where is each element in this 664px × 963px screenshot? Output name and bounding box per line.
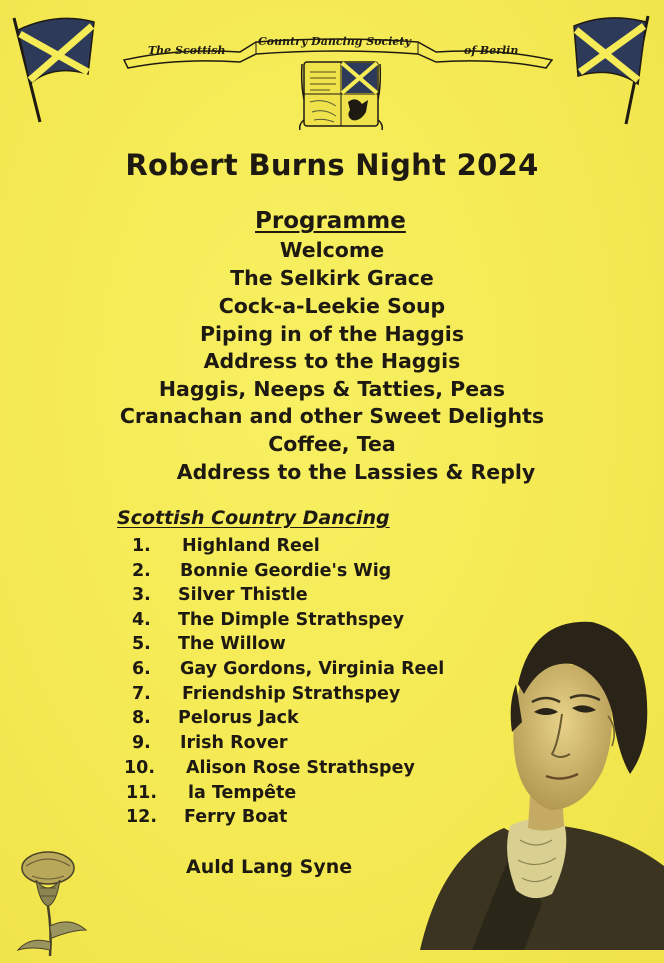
dancing-heading: Scottish Country Dancing — [117, 507, 390, 529]
dance-number: 8. — [132, 708, 151, 728]
dance-name: Highland Reel — [182, 536, 320, 556]
programme-item: Haggis, Neeps & Tatties, Peas — [158, 377, 506, 401]
programme-item: Address to the Lassies & Reply — [176, 460, 536, 484]
dance-number: 2. — [132, 561, 151, 581]
banner-left-text: The Scottish — [148, 44, 226, 57]
programme-item: Cranachan and other Sweet Delights — [119, 404, 545, 428]
dance-name: la Tempête — [188, 783, 297, 803]
programme-item: The Selkirk Grace — [230, 266, 434, 290]
programme-item: Welcome — [279, 238, 385, 262]
dance-name: Ferry Boat — [184, 807, 288, 827]
dance-number: 4. — [132, 610, 151, 630]
dance-name: Bonnie Geordie's Wig — [180, 561, 392, 581]
dance-name: Irish Rover — [180, 733, 288, 753]
dance-number: 7. — [132, 684, 151, 704]
dance-number: 6. — [132, 659, 151, 679]
dance-number: 5. — [132, 634, 151, 654]
dance-name: Pelorus Jack — [178, 708, 299, 728]
programme-item: Cock-a-Leekie Soup — [218, 294, 446, 318]
programme-item: Address to the Haggis — [203, 349, 461, 373]
closing-song: Auld Lang Syne — [186, 856, 353, 878]
saltire-flag-left-icon — [6, 8, 102, 124]
dance-number: 11. — [126, 783, 158, 803]
robert-burns-portrait-icon — [412, 604, 664, 950]
saltire-flag-right-icon — [568, 12, 660, 128]
dance-name: The Dimple Strathspey — [178, 610, 405, 630]
dance-number: 3. — [132, 585, 151, 605]
banner-middle-text: Country Dancing Society — [258, 35, 411, 48]
dance-name: Silver Thistle — [178, 585, 308, 605]
dance-name: Gay Gordons, Virginia Reel — [180, 659, 445, 679]
dance-name: Alison Rose Strathspey — [186, 758, 415, 778]
dance-number: 9. — [132, 733, 151, 753]
event-title: Robert Burns Night 2024 — [125, 148, 539, 182]
banner-right-text: of Berlin — [464, 44, 519, 57]
dance-number: 10. — [124, 758, 156, 778]
programme-item: Piping in of the Haggis — [199, 322, 465, 346]
thistle-icon — [10, 846, 102, 958]
dance-number: 1. — [132, 536, 151, 556]
dance-number: 12. — [126, 807, 158, 827]
dance-name: Friendship Strathspey — [182, 684, 401, 704]
dance-name: The Willow — [178, 634, 286, 654]
programme-heading: Programme — [255, 208, 406, 234]
programme-item: Coffee, Tea — [268, 432, 396, 456]
society-crest-icon — [296, 58, 386, 134]
